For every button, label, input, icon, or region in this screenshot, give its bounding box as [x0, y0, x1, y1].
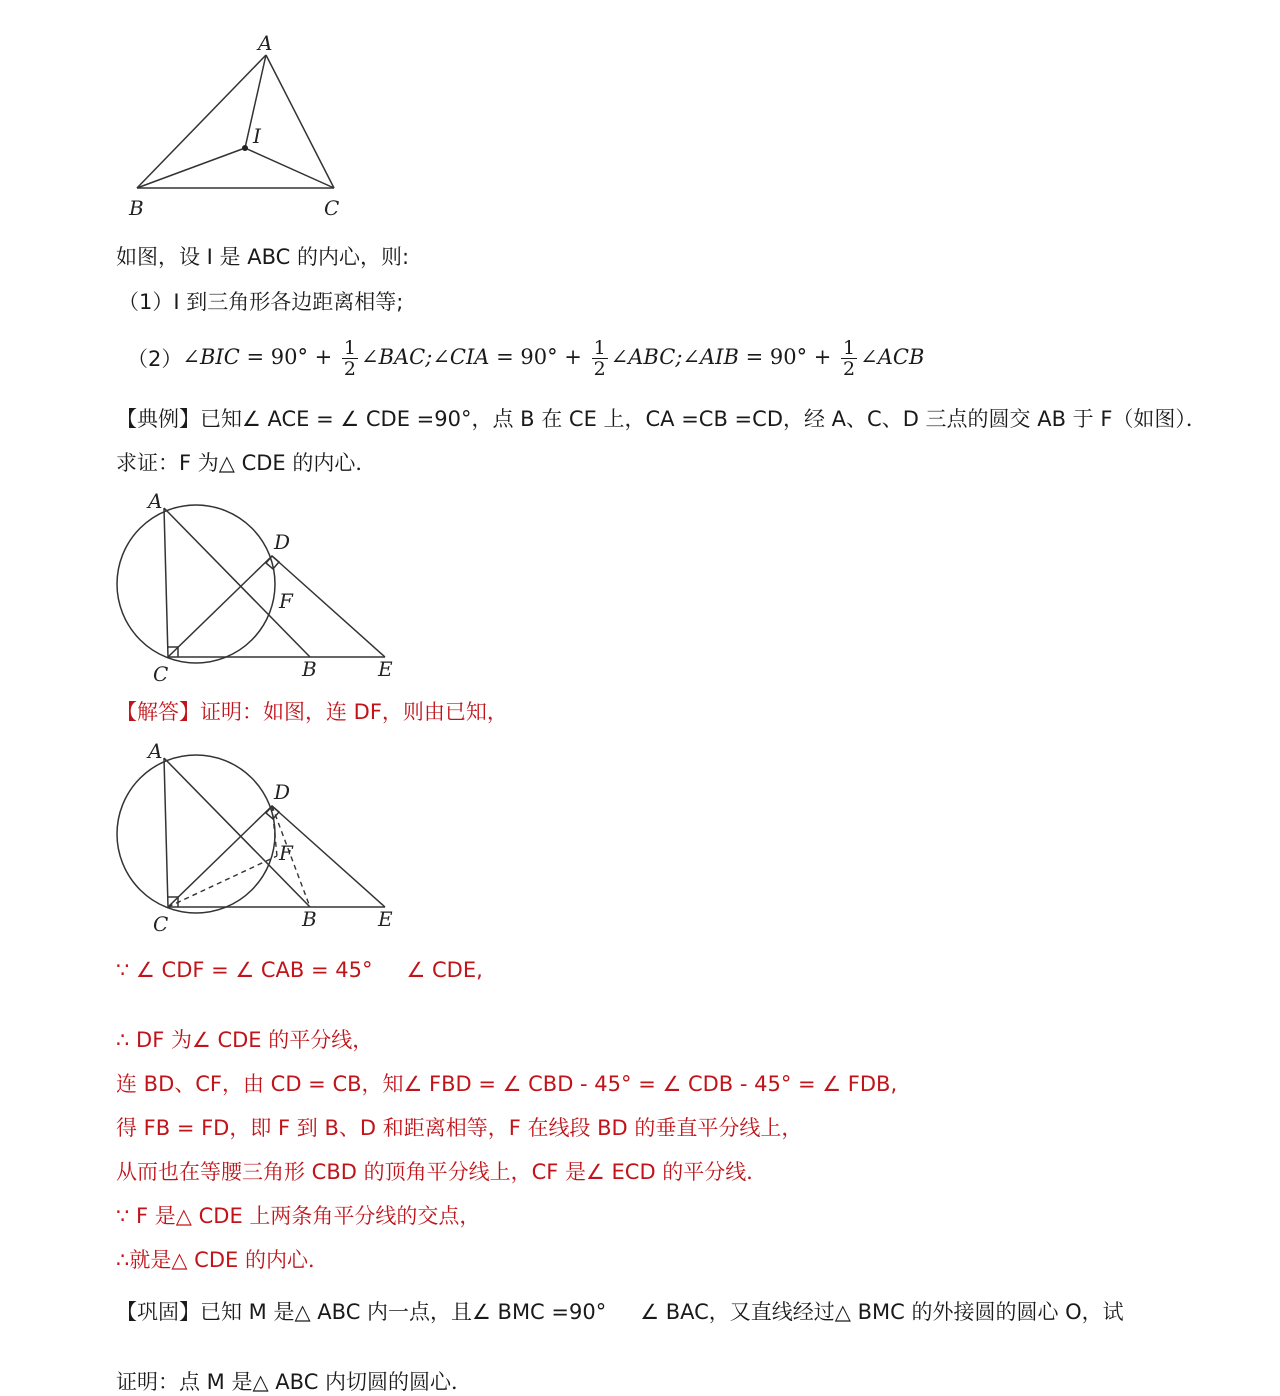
segment-cd — [168, 806, 272, 907]
label-f: F — [279, 841, 293, 865]
side-ab — [137, 55, 266, 188]
label-c: C — [324, 196, 340, 220]
label-b: B — [302, 907, 317, 931]
label-e: E — [378, 657, 393, 681]
figure-solution — [100, 736, 410, 936]
item-2-prefix: （2） — [127, 347, 183, 371]
segment-ac — [164, 758, 168, 907]
solution-step-7: ∴就是△ CDE 的内心． — [116, 1248, 329, 1272]
step-1-part-a: ∵ ∠ CDF = ∠ CAB = 45° — [116, 958, 373, 982]
example-statement: 【典例】已知∠ ACE = ∠ CDE =90°，点 B 在 CE 上，CA =CB =CD，经 A、C、D 三点的圆交 AB 于 F（如图）． — [116, 407, 1207, 431]
side-ac — [266, 55, 334, 188]
label-d: D — [274, 530, 291, 554]
formula-aib: ∠AIB = 90° + $\frac{1}{2}$ ∠ACB — [682, 336, 925, 380]
consolidation-statement — [116, 1298, 1124, 1326]
label-a: A — [148, 489, 163, 513]
label-c: C — [153, 662, 169, 686]
solution-step-5: 从而也在等腰三角形 CBD 的顶角平分线上，CF 是∠ ECD 的平分线． — [116, 1160, 768, 1184]
solution-step-3: 连 BD、CF，由 CD = CB，知∠ FBD = ∠ CBD - 45° = ∠ CDB - 45° = ∠ FDB, — [116, 1072, 898, 1096]
label-i: I — [253, 124, 261, 148]
solution-step-1 — [116, 956, 483, 984]
solution-step-4: 得 FB = FD，即 F 到 B、D 和距离相等，F 在线段 BD 的垂直平分线上， — [116, 1116, 803, 1140]
property-item-1: （1）I 到三角形各边距离相等; — [118, 290, 404, 314]
solution-step-6: ∵ F 是△ CDE 上两条角平分线的交点， — [116, 1204, 481, 1228]
label-c: C — [153, 912, 169, 936]
segment-ci — [245, 148, 334, 188]
solution-header: 【解答】证明：如图，连 DF，则由已知， — [116, 700, 508, 724]
dashed-cf — [168, 856, 277, 907]
formula-bic: ∠BIC = 90° + $\frac{1}{2}$ ∠BAC; — [182, 336, 433, 380]
property-intro: 如图，设 I 是 ABC 的内心，则: — [116, 245, 410, 269]
figure-triangle-incenter — [110, 28, 360, 228]
consolidation-part-b: ∠ BAC，又直线经过△ BMC 的外接圆的圆心 O，试 — [640, 1300, 1124, 1324]
segment-cd — [168, 556, 272, 657]
formula-cia: ∠CIA = 90° + $\frac{1}{2}$ ∠ABC; — [432, 336, 683, 380]
label-f: F — [279, 589, 293, 613]
label-d: D — [274, 780, 291, 804]
example-goal: 求证：F 为△ CDE 的内心． — [116, 451, 377, 475]
segment-ac — [164, 508, 168, 657]
consolidation-goal: 证明：点 M 是△ ABC 内切圆的圆心． — [116, 1370, 473, 1394]
segment-bi — [137, 148, 245, 188]
label-b: B — [302, 657, 317, 681]
property-item-2-formula — [127, 330, 924, 386]
incenter-point — [242, 145, 248, 151]
label-a: A — [258, 31, 273, 55]
circle-acd — [117, 755, 275, 913]
consolidation-part-a: 【巩固】已知 M 是△ ABC 内一点，且∠ BMC =90° — [116, 1300, 607, 1324]
step-1-part-b: ∠ CDE, — [406, 958, 483, 982]
figure-example — [100, 486, 410, 686]
solution-step-2: ∴ DF 为∠ CDE 的平分线， — [116, 1028, 374, 1052]
label-b: B — [129, 196, 144, 220]
circle-acd — [117, 505, 275, 663]
label-e: E — [378, 907, 393, 931]
label-a: A — [148, 739, 163, 763]
